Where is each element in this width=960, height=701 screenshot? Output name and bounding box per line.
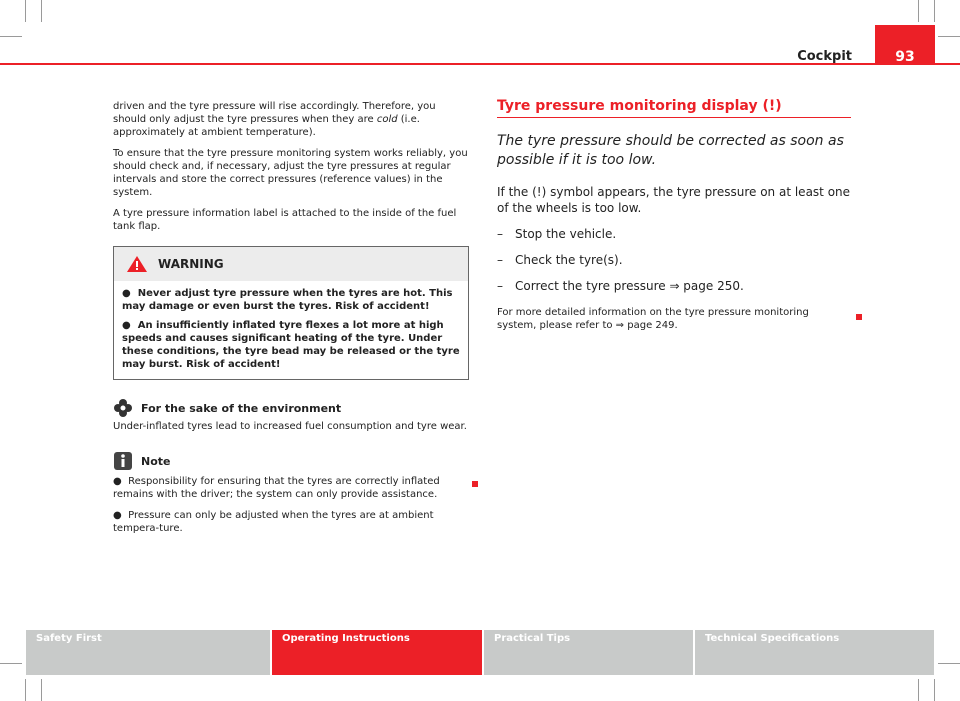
nav-safety-first[interactable]: Safety First: [26, 630, 270, 675]
warning-triangle-icon: [126, 255, 148, 273]
note-item: ● Pressure can only be adjusted when the tyres are at ambient tempera-ture.: [113, 510, 434, 534]
note-item: ● Responsibility for ensuring that the tyres are correctly inflated remains with the driver; the system can only provide assistance.: [113, 476, 440, 500]
warning-title: WARNING: [158, 256, 224, 271]
step-item: – Check the tyre(s).: [497, 253, 623, 267]
paragraph: driven and the tyre pressure will rise accordingly. Therefore, you should only adjust the tyre pressures when they are cold (i.e. approximately at ambient temperature).: [113, 101, 436, 138]
environment-text: Under-inflated tyres lead to increased fuel consumption and tyre wear.: [113, 421, 467, 432]
crop-mark: [41, 679, 42, 701]
crop-mark: [934, 0, 935, 22]
crop-mark: [0, 36, 22, 37]
nav-technical-specifications[interactable]: Technical Specifications: [695, 630, 934, 675]
nav-practical-tips[interactable]: Practical Tips: [484, 630, 693, 675]
warning-body: [114, 281, 468, 379]
right-column: [497, 100, 851, 340]
crop-mark: [918, 0, 919, 22]
section-end-marker: [856, 314, 862, 320]
tyre-pressure-symbol-icon: (!): [762, 98, 782, 114]
tyre-pressure-symbol-icon: (!): [532, 185, 547, 199]
crop-mark: [41, 0, 42, 22]
crop-mark: [25, 679, 26, 701]
warning-header: [114, 247, 468, 281]
page-number: 93: [875, 25, 935, 65]
more-info: For more detailed information on the tyre pressure monitoring system, please refer to ⇒ page 249.: [497, 307, 809, 331]
crop-mark: [938, 663, 960, 664]
step-item: – Correct the tyre pressure ⇒ page 250.: [497, 279, 744, 293]
crop-mark: [934, 679, 935, 701]
paragraph: To ensure that the tyre pressure monitoring system works reliably, you should check and, if necessary, adjust the tyre pressures at regular intervals and store the correct pressures (reference values) in the system.: [113, 148, 468, 198]
warning-box: [113, 246, 469, 380]
environment-heading: For the sake of the environment: [113, 398, 469, 418]
crop-mark: [918, 679, 919, 701]
warning-item: ● An insufficiently inflated tyre flexes a lot more at high speeds and causes significant heating of the tyre. Under these conditions, the tyre bead may be released or the tyre may burst. Risk of accident!: [122, 320, 460, 370]
left-column: [113, 100, 469, 543]
nav-operating-instructions[interactable]: Operating Instructions: [272, 630, 482, 675]
intro-text: The tyre pressure should be corrected as soon as possible if it is too low.: [497, 133, 844, 168]
section-heading: Tyre pressure monitoring display (!): [497, 100, 851, 118]
body-text: If the (!) symbol appears, the tyre pressure on at least one of the wheels is too low.: [497, 185, 851, 215]
section-title: Cockpit: [797, 49, 852, 64]
crop-mark: [0, 663, 22, 664]
note-heading: Note: [113, 451, 469, 471]
step-item: – Stop the vehicle.: [497, 227, 617, 241]
crop-mark: [25, 0, 26, 22]
crop-mark: [938, 36, 960, 37]
flower-icon: [113, 398, 133, 418]
paragraph: A tyre pressure information label is attached to the inside of the fuel tank flap.: [113, 208, 457, 232]
section-end-marker: [472, 481, 478, 487]
warning-item: ● Never adjust tyre pressure when the tyres are hot. This may damage or even burst the tyres. Risk of accident!: [122, 288, 453, 312]
info-icon: [113, 451, 133, 471]
